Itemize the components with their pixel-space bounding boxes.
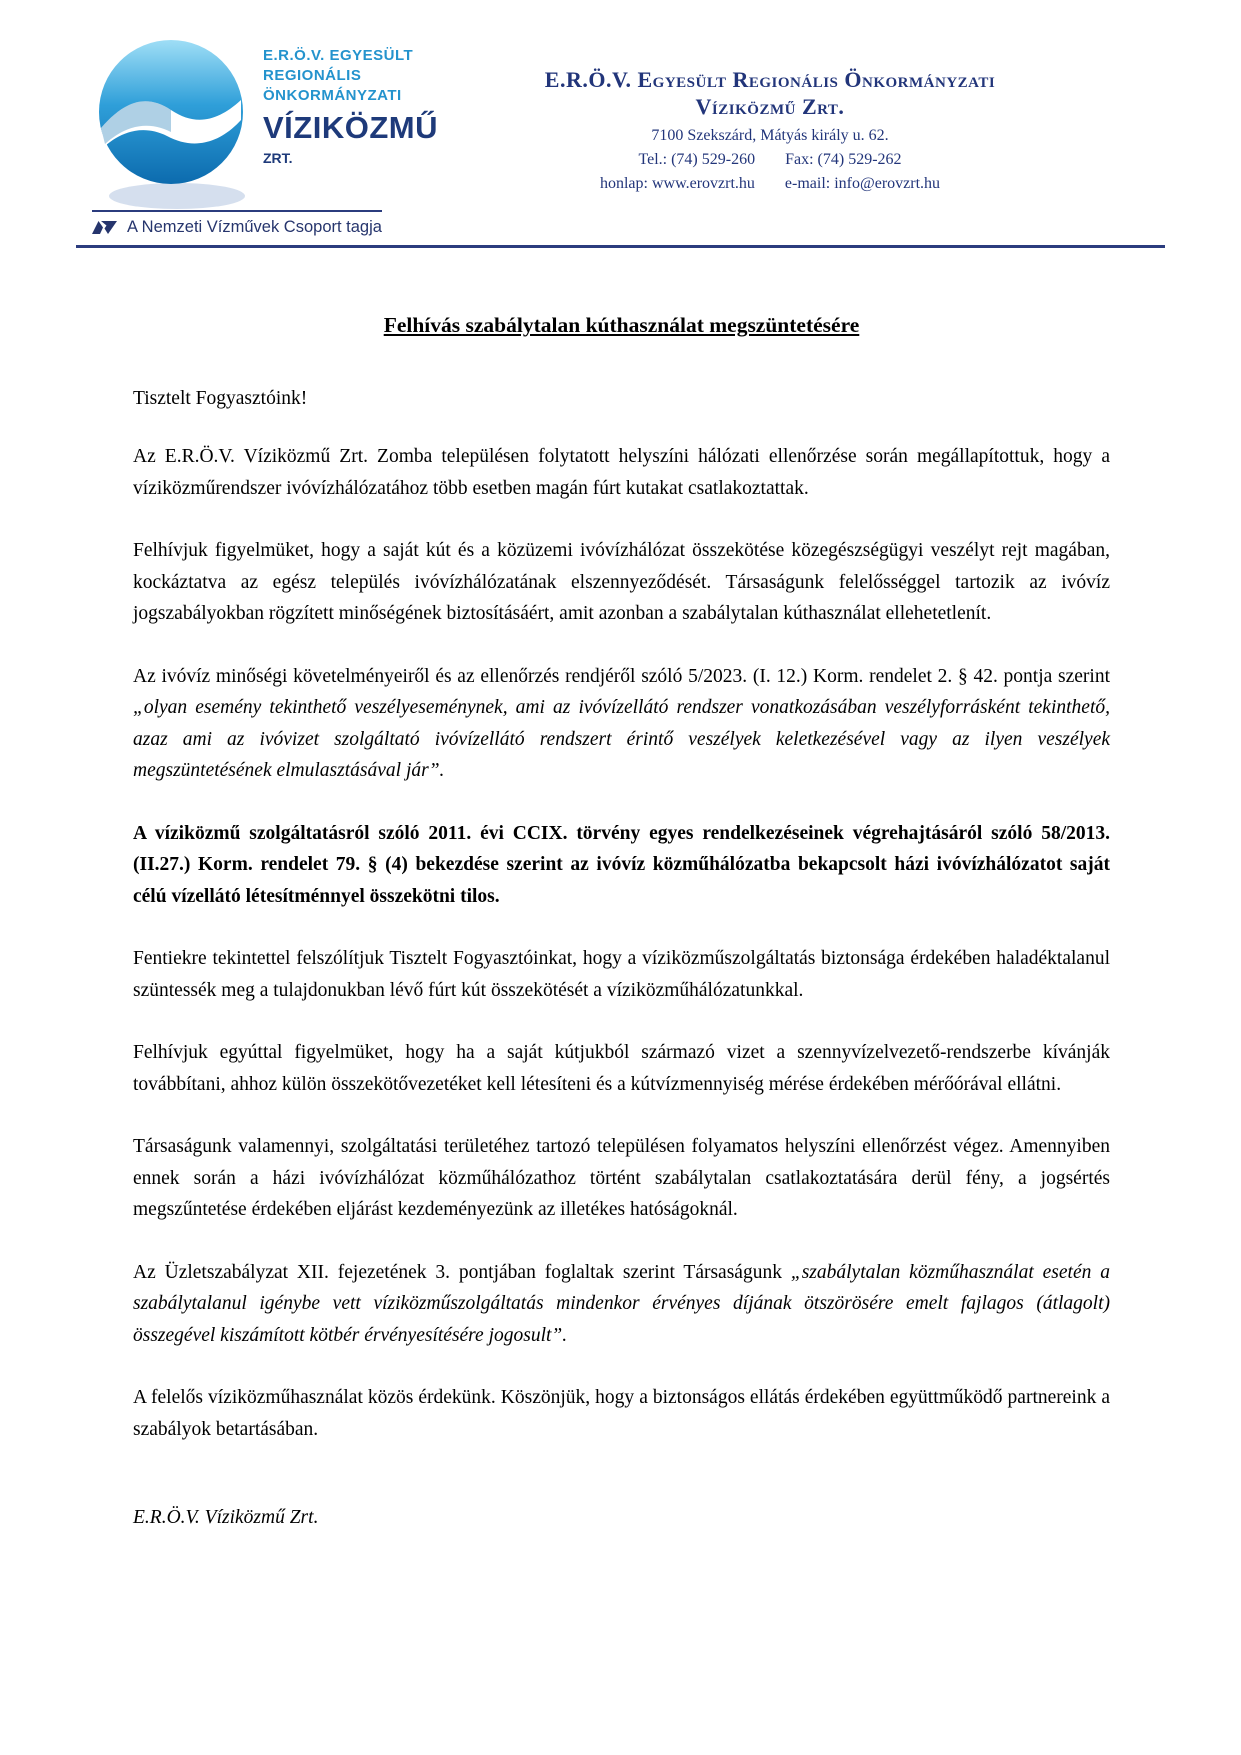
company-address: 7100 Szekszárd, Mátyás király u. 62.: [651, 127, 889, 144]
header-divider: [76, 245, 1165, 248]
paragraph: [133, 535, 1110, 630]
water-sphere-logo-icon: [95, 36, 253, 211]
paragraph: [133, 818, 1110, 913]
document-title: Felhívás szabálytalan kúthasználat megszüntetésére: [383, 313, 860, 337]
text-run: „szabálytalan közműhasználat esetén a szabálytalanul igénybe vett víziközműszolgáltatás mindenkor érvényes díjának ötszörösére emelt fajlagos (átlagolt) összegével kiszámított kötbér érvényesítésére jogosult”.: [133, 1261, 1110, 1346]
text-run: „olyan esemény tekinthető veszélyeseménynek, ami az ivóvízellátó rendszer vonatkozásában veszélyforrásként tekinthető, azaz ami az ivóvizet szolgáltató ivóvízellátó rendszert érintő veszélyek keletkezésével vagy az ilyen veszélyek megszüntetésének elmulasztásával jár”.: [133, 697, 1110, 781]
group-membership-tagline: [92, 210, 382, 237]
salutation: Tisztelt Fogyasztóink!: [133, 388, 308, 409]
letterhead: [0, 0, 1241, 250]
paragraph: [133, 441, 1110, 504]
paragraph: [133, 661, 1110, 787]
text-run: A víziközmű szolgáltatásról szóló 2011. évi CCIX. törvény egyes rendelkezéseinek végrehajtásáról szóló 58/2013. (II.27.) Korm. rendelet 79. § (4) bekezdése szerint az ivóvíz közműhálózatba bekapcsolt házi ivóvízhálózatot saját célú vízellátó létesítménnyel összekötni tilos.: [133, 822, 1110, 907]
paragraph-list: [133, 441, 1110, 1445]
text-run: Fentiekre tekintettel felszólítjuk Tisztelt Fogyasztóinkat, hogy a víziközműszolgáltatás biztonsága érdekében haladéktalanul szüntessék meg a tulajdonukban lévő fúrt kút összekötését a víziközműhálózatunkkal.: [133, 948, 1110, 1001]
paragraph: [133, 1257, 1110, 1352]
logo-brand-text: VÍZIKÖZMŰ: [263, 110, 438, 145]
company-name-line1: E.R.Ö.V. Egyesült Regionális Önkormányzati: [544, 67, 996, 92]
company-name-line2: Víziközmű Zrt.: [695, 94, 845, 119]
text-run: Felhívjuk egyúttal figyelmüket, hogy ha a saját kútjukból származó vizet a szennyvízelvezető-rendszerbe kívánják továbbítani, ahhoz külön összekötővezetéket kell létesíteni és a kútvízmennyiség mérése érdekében mérőórával ellátni.: [133, 1042, 1110, 1095]
paragraph: [133, 1131, 1110, 1226]
company-website: honlap: www.erovzrt.hu: [599, 175, 755, 192]
paragraph: [133, 1037, 1110, 1100]
text-run: Felhívjuk figyelmüket, hogy a saját kút és a közüzemi ivóvízhálózat összekötése közegészségügyi veszélyt rejt magában, kockáztatva az egész település ivóvízhálózatának elszennyeződését. Társaságunk felelősséggel tartozik az ivóvíz jogszabályokban rögzített minőségének biztosításáért, amit azonban a szabálytalan kúthasználat ellehetetlenít.: [133, 540, 1110, 624]
company-contact-block: [430, 66, 1110, 193]
paragraph: [133, 943, 1110, 1006]
letter-body: [0, 313, 1241, 1529]
text-run: Társaságunk valamennyi, szolgáltatási területéhez tartozó településen folyamatos helyszíni ellenőrzést végez. Amennyiben ennek során a házi ivóvízhálózat közműhálózathoz történt szabálytalan csatlakoztatására derül fény, a jogsértés megszűntetése érdekében eljárást kezdeményezünk az illetékes hatóságoknál.: [133, 1136, 1110, 1220]
text-run: A felelős víziközműhasználat közös érdekünk. Köszönjük, hogy a biztonságos ellátás érdekében együttműködő partnereink a szabályok betartásában.: [133, 1387, 1110, 1440]
signature: E.R.Ö.V. Víziközmű Zrt.: [133, 1507, 319, 1528]
paragraph: [133, 1382, 1110, 1445]
logo-org-line: E.R.Ö.V. EGYESÜLT: [263, 47, 414, 64]
logo-suffix-text: ZRT.: [263, 150, 293, 166]
company-logo: [95, 36, 438, 211]
nemzeti-vizmuvek-icon: [92, 220, 118, 235]
text-run: Az ivóvíz minőségi követelményeiről és az ellenőrzés rendjéről szóló 5/2023. (I. 12.) Korm. rendelet 2. § 42. pontja szerint: [133, 665, 1110, 687]
logo-org-line: ÖNKORMÁNYZATI: [263, 87, 402, 104]
company-tel: Tel.: (74) 529-260: [638, 151, 756, 168]
company-email: e-mail: info@erovzrt.hu: [784, 175, 941, 192]
logo-wordmark: [263, 36, 438, 166]
tagline-text: A Nemzeti Vízművek Csoport tagja: [127, 218, 382, 236]
text-run: Az Üzletszabályzat XII. fejezetének 3. pontjában foglaltak szerint Társaságunk: [133, 1261, 791, 1283]
text-run: Az E.R.Ö.V. Víziközmű Zrt. Zomba településen folytatott helyszíni hálózati ellenőrzése során megállapítottuk, hogy a víziközműrendszer ivóvízhálózatához több esetben magán fúrt kutakat csatlakoztattak.: [133, 446, 1110, 499]
company-fax: Fax: (74) 529-262: [785, 151, 902, 168]
logo-org-line: REGIONÁLIS: [263, 67, 362, 84]
